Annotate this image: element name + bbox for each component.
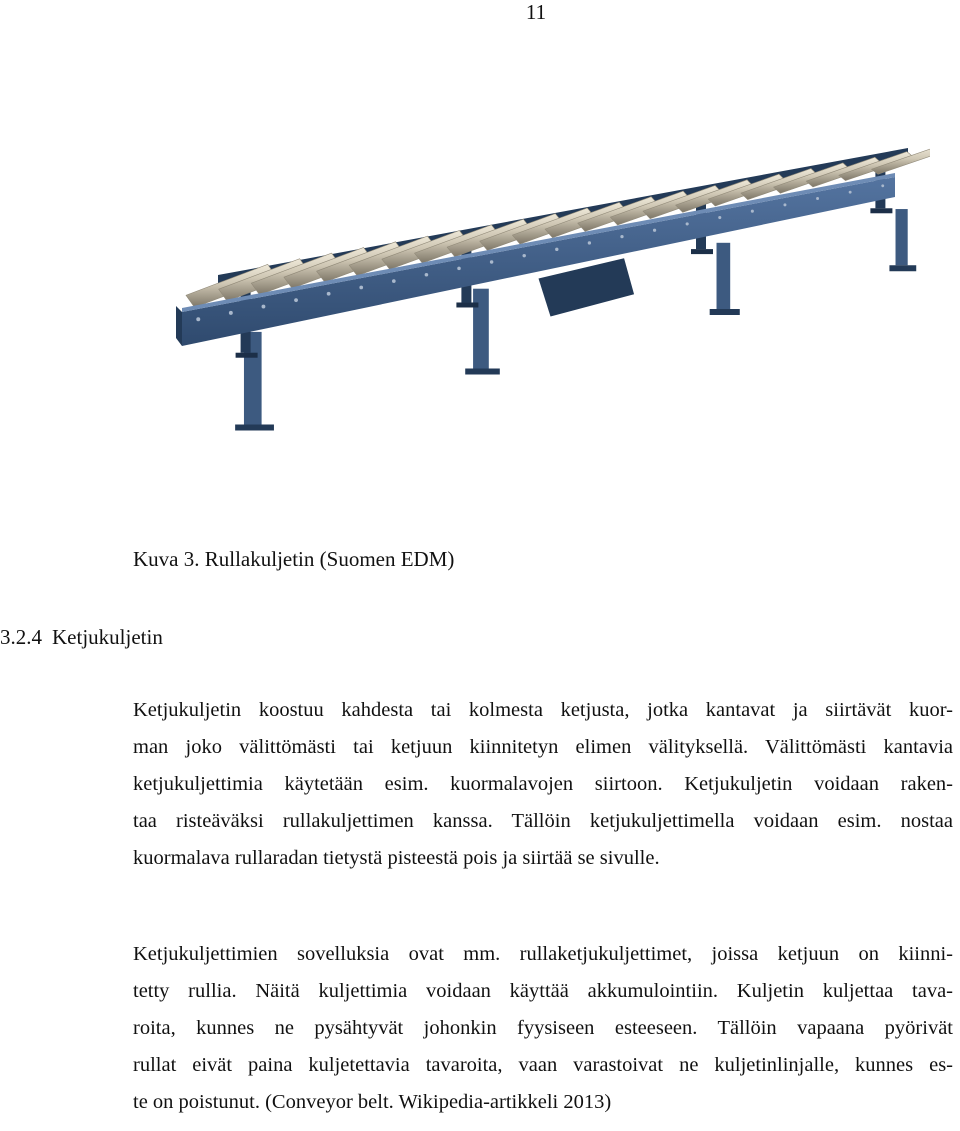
rail-bolt — [262, 305, 266, 309]
rail-bolt — [653, 229, 656, 232]
paragraph-line: roita, kunnes ne pysähtyvät johonkin fyysiseen esteeseen. Tällöin vapaana pyörivät — [133, 1017, 953, 1039]
leg-foot — [236, 353, 258, 358]
leg-foot — [235, 425, 274, 431]
rail-bolt — [522, 254, 525, 257]
section-title: Ketjukuljetin — [52, 625, 163, 649]
roller-conveyor-illustration — [160, 110, 930, 510]
rail-bolt — [457, 267, 461, 271]
paragraph-line: kuormalava rullaradan tietystä pisteestä pois ja siirtää se sivulle. — [133, 847, 660, 869]
leg-foot — [710, 309, 740, 315]
page-number: 11 — [525, 0, 547, 24]
leg-foot — [691, 249, 713, 254]
conveyor-front-rail — [176, 173, 895, 346]
paragraph-line: taa risteäväksi rullakuljettimen kanssa. Tällöin ketjukuljettimella voidaan esim. nostaa — [133, 810, 953, 832]
rail-bolt — [490, 260, 493, 263]
paragraph-line: Ketjukuljettimien sovelluksia ovat mm. rullaketjukuljettimet, joissa ketjuun on kiinni- — [133, 943, 953, 965]
rail-bolt — [425, 273, 429, 277]
leg-foot — [870, 208, 892, 213]
rail-bolt — [359, 286, 363, 290]
paragraph-1 — [133, 692, 953, 877]
paragraph-line: man joko välittömästi tai ketjuun kiinnitetyn elimen välityksellä. Välittömästi kantavia — [133, 736, 953, 758]
leg-foot — [889, 265, 916, 271]
paragraph-2 — [133, 936, 953, 1121]
paragraph-line: ketjukuljettimia käytetään esim. kuormalavojen siirtoon. Ketjukuljetin voidaan raken- — [133, 773, 953, 795]
leg — [473, 289, 489, 369]
leg-foot — [456, 302, 478, 307]
rail-bolt — [686, 222, 689, 225]
paragraph-line: Ketjukuljetin koostuu kahdesta tai kolmesta ketjusta, jotka kantavat ja siirtävät kuor- — [133, 699, 953, 721]
rail-bolt — [718, 216, 721, 219]
rail-bolt — [849, 191, 852, 194]
section-number: 3.2.4 — [0, 625, 42, 649]
paragraph-line: rullat eivät paina kuljetettavia tavaroita, vaan varastoivat ne kuljetinlinjalle, kunnes es- — [133, 1054, 953, 1076]
section-heading — [0, 624, 163, 650]
rail-bolt — [588, 241, 591, 244]
rail-bolt — [196, 317, 200, 321]
rail-end-cap — [176, 306, 182, 346]
rail-bolt — [816, 197, 819, 200]
leg-foot — [465, 369, 500, 375]
leg — [717, 243, 731, 309]
leg — [896, 209, 908, 265]
rail-bolt — [294, 298, 298, 302]
rail-bolt — [783, 203, 786, 206]
rail-bolt — [881, 184, 884, 187]
rail-bolt — [229, 311, 233, 315]
rail-bolt — [392, 279, 396, 283]
rail-bolt — [620, 235, 623, 238]
front-rail-bar — [182, 177, 895, 346]
paragraph-line: tetty rullia. Näitä kuljettimia voidaan käyttää akkumulointiin. Kuljetin kuljettaa tava- — [133, 980, 953, 1002]
figure-caption: Kuva 3. Rullakuljetin (Suomen EDM) — [133, 547, 455, 571]
rail-bolt — [327, 292, 331, 296]
rail-bolt — [751, 210, 754, 213]
roller-conveyor-figure — [160, 110, 930, 510]
rail-bolt — [555, 248, 558, 251]
front-rail-lip — [182, 173, 895, 312]
paragraph-line: te on poistunut. (Conveyor belt. Wikipedia-artikkeli 2013) — [133, 1091, 612, 1113]
